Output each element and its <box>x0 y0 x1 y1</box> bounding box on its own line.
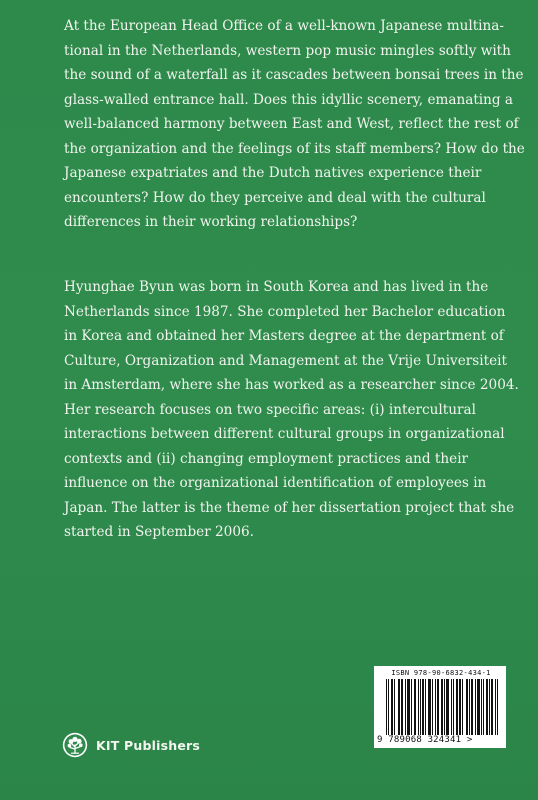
barcode-bar <box>441 679 442 735</box>
barcode-bar <box>435 679 436 735</box>
text-line: Japan. The latter is the theme of her dissertation project that she <box>64 499 515 516</box>
text-line: glass-walled entrance hall. Does this idyllic scenery, emanating a <box>64 91 514 108</box>
barcode-bar <box>456 679 457 735</box>
barcode-bar <box>425 679 426 735</box>
barcode-bar <box>472 679 473 735</box>
isbn-barcode <box>374 666 506 748</box>
barcode-bar <box>486 679 487 735</box>
barcode-bar <box>432 679 433 735</box>
text-line: tional in the Netherlands, western pop music mingles softly with <box>64 42 511 59</box>
tree-logo-icon <box>62 732 88 758</box>
barcode-bar <box>437 679 438 735</box>
barcode-bar <box>399 679 400 735</box>
barcode-bar <box>405 679 406 735</box>
text-line: contexts and (ii) changing employment practices and their <box>64 450 469 467</box>
barcode-bar <box>401 679 402 735</box>
barcode-bar <box>481 679 482 735</box>
barcode-bar <box>398 679 399 735</box>
barcode-bar <box>429 679 430 735</box>
barcode-bar <box>491 679 492 735</box>
barcode-digits: 9 789068 324341 > <box>377 735 473 745</box>
barcode-bar <box>438 679 439 735</box>
barcode-bar <box>478 679 479 735</box>
barcode-bar <box>483 679 484 735</box>
barcode-bar <box>391 679 392 735</box>
barcode-bar <box>414 679 415 735</box>
text-line: At the European Head Office of a well-known Japanese multina- <box>64 18 504 34</box>
text-line: in Amsterdam, where she has worked as a researcher since 2004. <box>64 377 519 393</box>
barcode-bar <box>423 679 424 735</box>
barcode-bar <box>447 679 448 735</box>
barcode-bar <box>462 679 463 735</box>
author-bio-paragraph <box>64 275 519 545</box>
publisher-name: KIT Publishers <box>96 737 201 753</box>
text-line: Her research focuses on two specific areas: (i) intercultural <box>64 401 476 418</box>
barcode-bar <box>446 679 447 735</box>
text-line: in Korea and obtained her Masters degree at the department of <box>64 328 504 344</box>
barcode-bar <box>420 679 421 735</box>
barcode-bar <box>444 679 445 735</box>
text-line: Hyunghae Byun was born in South Korea and has lived in the <box>64 279 489 295</box>
barcode-bar <box>460 679 461 735</box>
barcode-bar <box>394 679 395 735</box>
barcode-bars <box>386 679 498 735</box>
barcode-bar <box>408 679 409 735</box>
text-line: started in September 2006. <box>64 524 254 540</box>
text-line: well-balanced harmony between East and West, reflect the rest of <box>64 116 519 132</box>
barcode-bar <box>495 679 496 735</box>
text-line: influence on the organizational identification of employees in <box>64 475 487 491</box>
barcode-bar <box>497 679 498 735</box>
text-line: Culture, Organization and Management at the Vrije Universiteit <box>64 352 507 369</box>
barcode-bar <box>386 679 387 735</box>
barcode-bar <box>392 679 393 735</box>
barcode-bar <box>453 679 454 735</box>
barcode-bar <box>466 679 467 735</box>
barcode-bar <box>409 679 410 735</box>
text-line: the sound of a waterfall as it cascades between bonsai trees in the <box>64 67 524 83</box>
text-line: encounters? How do they perceive and deal with the cultural <box>64 189 486 206</box>
publisher-block <box>62 732 200 758</box>
barcode-bar <box>469 679 470 735</box>
barcode-bar <box>451 679 452 735</box>
text-line: Japanese expatriates and the Dutch natives experience their <box>64 165 482 181</box>
text-line: the organization and the feelings of its staff members? How do the <box>64 140 525 157</box>
barcode-bar <box>477 679 478 735</box>
barcode-bar <box>415 679 416 735</box>
barcode-bar <box>428 679 429 735</box>
barcode-bar <box>492 679 493 735</box>
barcode-bar <box>402 679 403 735</box>
barcode-bar <box>479 679 480 735</box>
barcode-bar <box>459 679 460 735</box>
barcode-bar <box>471 679 472 735</box>
barcode-bar <box>418 679 419 735</box>
barcode-bar <box>467 679 468 735</box>
barcode-bar <box>430 679 431 735</box>
text-line: interactions between different cultural groups in organizational <box>64 426 505 442</box>
barcode-bar <box>442 679 443 735</box>
barcode-bar <box>388 679 389 735</box>
barcode-bar <box>407 679 408 735</box>
barcode-bar <box>489 679 490 735</box>
barcode-bar <box>475 679 476 735</box>
barcode-bar <box>457 679 458 735</box>
barcode-bar <box>487 679 488 735</box>
text-line: Netherlands since 1987. She completed her Bachelor education <box>64 303 506 320</box>
barcode-bar <box>411 679 412 735</box>
barcode-bar <box>448 679 449 735</box>
barcode-bar <box>422 679 423 735</box>
book-description-paragraph <box>64 14 525 235</box>
isbn-label: ISBN 978-90-6832-434-1 <box>391 669 491 677</box>
text-line: differences in their working relationships? <box>64 214 358 230</box>
